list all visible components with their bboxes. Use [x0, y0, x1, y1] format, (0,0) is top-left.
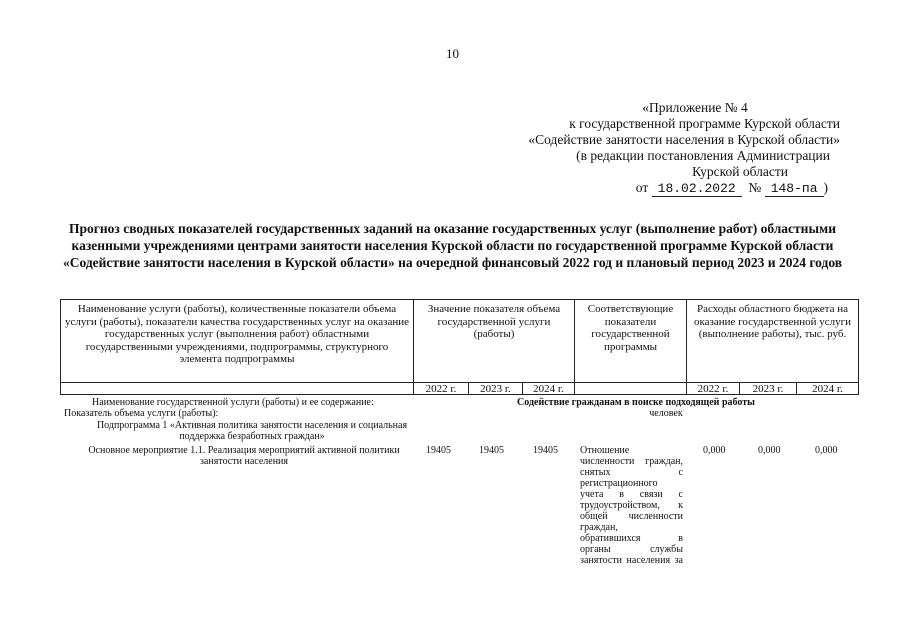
from-label: от [635, 180, 649, 195]
resolution-number: 148-па [765, 181, 824, 197]
indicator-line: регистрационного [580, 478, 658, 489]
year-expense-2024: 2024 г. [812, 383, 843, 395]
grid-v0 [60, 299, 61, 395]
indicator-text [580, 445, 683, 566]
appendix-line-2: к государственной программе Курской области [569, 116, 840, 131]
year-value-2024: 2024 г. [533, 383, 564, 395]
grid-top [60, 299, 859, 300]
indicator-line: граждан, [580, 522, 618, 533]
indicator-line: Отношение [580, 445, 630, 456]
grid-v5 [686, 299, 687, 395]
grid-v1 [413, 299, 414, 395]
expense-2024: 0,000 [815, 445, 838, 456]
close-paren: ) [823, 180, 828, 195]
header-volume-value: Значение показателя объема государственной услуги (работы) [427, 303, 561, 340]
indicator-line: занятости населения за [580, 555, 683, 566]
expense-2022: 0,000 [703, 445, 726, 456]
grid-v8 [858, 299, 859, 395]
indicator-line: трудоустройством, к [580, 500, 683, 511]
header-service-name: Наименование услуги (работы), количественные показатели объема услуги (работы), показатели качества государственных услуг на оказание государственных услуг (выполнения работ) областными государственными учреждениями, подпрограммы, структурного элемента подпрограммы [64, 303, 409, 365]
appendix-line-5: Курской области [692, 164, 788, 179]
value-2022: 19405 [426, 445, 451, 456]
year-expense-2023: 2023 г. [752, 383, 784, 395]
value-2024: 19405 [533, 445, 558, 456]
indicator-line: общей численности [580, 511, 683, 522]
row-volume-label: Показатель объема услуги (работы): [64, 408, 219, 419]
number-label: № [748, 180, 762, 195]
indicator-line: учета в связи с [580, 489, 683, 500]
appendix-line-3: «Содействие занятости населения в Курской области» [528, 132, 840, 147]
document-title: Прогноз сводных показателей государственных заданий на оказание государственных услуг (выполнение работ) областными казенными учреждениями центрами занятости населения Курской области по государственной программе Курской области «Содействие занятости населения в Курской области» на очередной финансовый 2022 год и плановый период 2023 и 2024 годов [62, 221, 843, 270]
indicator-line: органы службы [580, 544, 683, 555]
header-budget-expenses: Расходы областного бюджета на оказание государственной услуги (выполнение работы), тыс. руб. [693, 303, 852, 340]
value-2023: 19405 [479, 445, 504, 456]
row-volume-value: человек [649, 408, 683, 419]
indicator-line: снятых с [580, 467, 683, 478]
row-activity: Основное мероприятие 1.1. Реализация мероприятий активной политики занятости населения [88, 445, 400, 467]
appendix-line-4: (в редакции постановления Администрации [576, 148, 830, 163]
expense-2023: 0,000 [758, 445, 781, 456]
year-value-2023: 2023 г. [480, 383, 511, 395]
resolution-date: 18.02.2022 [652, 181, 742, 197]
row-service-value: Содействие гражданам в поиске подходящей работы [517, 397, 755, 408]
row-subprogram: Подпрограмма 1 «Активная политика занятости населения и социальная поддержка безработных граждан» [96, 420, 408, 442]
appendix-line-1: «Приложение № 4 [642, 100, 748, 115]
header-program-indicators: Соответствующие показатели государственной программы [587, 303, 674, 353]
appendix-header [470, 100, 840, 197]
row-service-label: Наименование государственной услуги (работы) и ее содержание: [92, 397, 374, 408]
indicator-line: численности граждан, [580, 456, 683, 467]
year-expense-2022: 2022 г. [697, 383, 729, 395]
grid-v4 [574, 299, 575, 395]
indicator-line: обратившихся в [580, 533, 683, 544]
year-value-2022: 2022 г. [425, 383, 457, 395]
page-number: 10 [446, 46, 459, 61]
appendix-signature-line [470, 180, 840, 197]
